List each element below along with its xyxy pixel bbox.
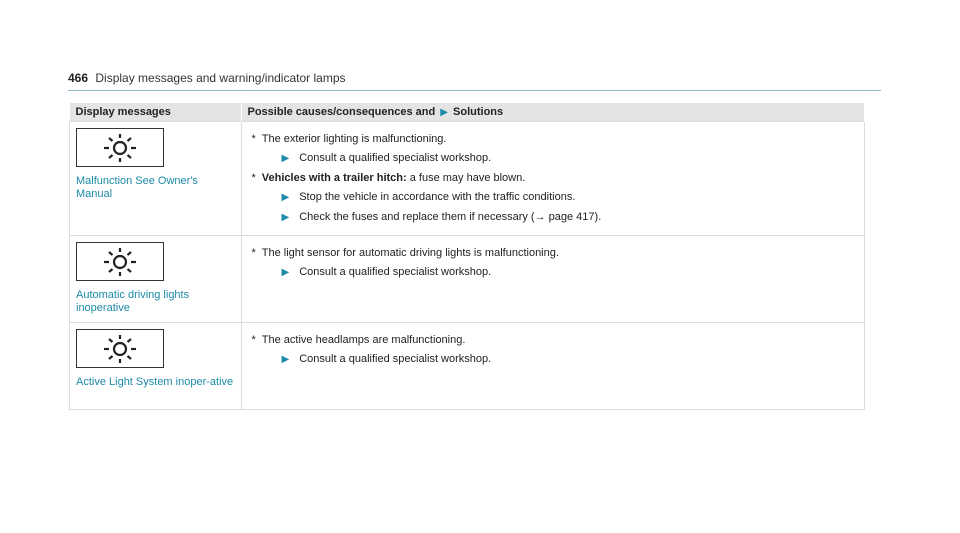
bullet-star: * [251, 247, 256, 259]
page-header [68, 71, 346, 85]
bullet-star: * [251, 334, 256, 346]
cause-item [252, 332, 855, 348]
cause-item [252, 170, 855, 186]
table-row [70, 236, 865, 323]
solution-text: Check the fuses and replace them if necessary (→ page 417). [299, 211, 602, 223]
bullet-star: * [251, 133, 256, 145]
page-title: Display messages and warning/indicator lamps [95, 71, 346, 85]
solution-step [282, 150, 855, 167]
solution-text: Stop the vehicle in accordance with the traffic conditions. [299, 191, 576, 203]
message-cell [70, 122, 242, 236]
display-message-label: Active Light System inoper-ative [76, 376, 234, 388]
table-row [70, 122, 865, 236]
solution-step [282, 264, 855, 281]
solution-arrow-icon: ▶ [281, 153, 290, 164]
solution-arrow-icon: ▶ [440, 107, 448, 118]
solution-text: Consult a qualified specialist workshop. [299, 266, 492, 278]
solution-step [282, 189, 855, 206]
solution-step [282, 351, 855, 368]
header-divider [68, 90, 881, 91]
cause-text: The active headlamps are malfunctioning. [261, 334, 466, 346]
column-header-causes: Possible causes/consequences and ▶ Solutions [241, 103, 865, 122]
display-messages-table [69, 103, 865, 410]
solution-text: Consult a qualified specialist workshop. [299, 152, 492, 164]
cause-item [252, 245, 855, 261]
message-cell [70, 323, 242, 410]
page-number: 466 [68, 71, 89, 85]
cause-text: The exterior lighting is malfunctioning. [261, 133, 447, 145]
light-bulb-icon [76, 329, 164, 368]
solution-text: Consult a qualified specialist workshop. [299, 353, 492, 365]
light-bulb-icon [76, 128, 164, 167]
table-row [70, 323, 865, 410]
column-header-messages: Display messages [70, 103, 242, 122]
cause-text: The light sensor for automatic driving lights is malfunctioning. [261, 247, 559, 259]
cause-lead: Vehicles with a trailer hitch: [261, 172, 407, 184]
message-cell [70, 236, 242, 323]
cause-text: a fuse may have blown. [406, 172, 526, 184]
light-bulb-icon [76, 242, 164, 281]
display-message-label: Automatic driving lights inoperative [76, 289, 190, 314]
causes-cell [241, 122, 865, 236]
causes-cell [241, 323, 865, 410]
display-message-label: Malfunction See Owner's Manual [76, 175, 198, 200]
causes-cell [241, 236, 865, 323]
cause-item [252, 131, 855, 147]
solution-arrow-icon: ▶ [281, 212, 290, 223]
solution-arrow-icon: ▶ [281, 192, 290, 203]
solution-arrow-icon: ▶ [281, 354, 290, 365]
bullet-star: * [251, 172, 256, 184]
solution-step [282, 209, 855, 226]
solution-arrow-icon: ▶ [281, 267, 290, 278]
